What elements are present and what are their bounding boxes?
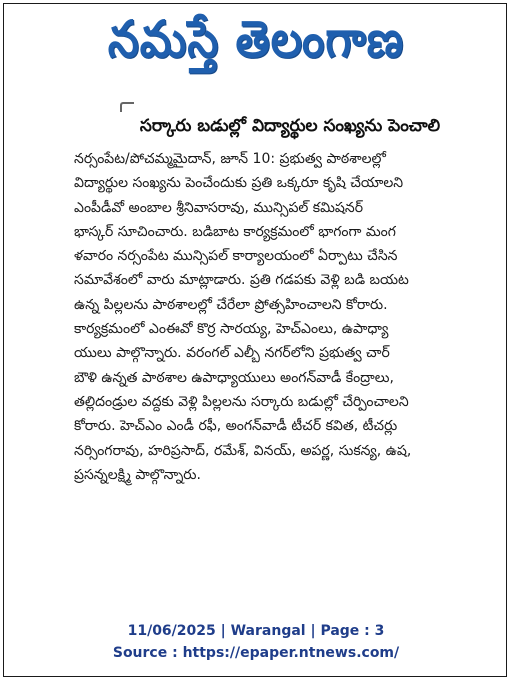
footer-source: Source : https://epaper.ntnews.com/: [112, 645, 400, 661]
page-frame: [3, 3, 507, 677]
article-headline: సర్కారు బడుల్లో విద్యార్థుల సంఖ్యను పెంచాలి: [139, 116, 441, 136]
article-line: నర్సింగరావు, హరిప్రసాద్, రమేశ్, వినయ్, అపర్ణ, సుకన్య, ఉష,: [74, 442, 412, 459]
clipping-corner-mark: [120, 102, 134, 112]
masthead-logo: నమస్తే తెలంగాణ: [107, 10, 405, 69]
article-line: ళవారం నర్సంపేట మున్సిపల్ కార్యాలయంలో ఏర్పాటు చేసిన: [74, 248, 398, 265]
masthead: [4, 4, 508, 88]
article-line: బౌళి ఉన్నత పాఠశాల ఉపాధ్యాయులు అంగన్‌వాడీ కేంద్రాలు,: [74, 369, 394, 386]
article-line: ఎంపీడీవో అంబాల శ్రీనివాసరావు, మున్సిపల్ కమిషనర్: [74, 199, 364, 216]
article-line: నర్సంపేట/పోచమ్మమైదాన్, జూన్ 10: ప్రభుత్వ పాఠశాలల్లో: [74, 151, 386, 167]
article-line: తల్లిదండ్రుల వద్దకు వెళ్లి పిల్లలను సర్కారు బడుల్లో చేర్పించాలని: [74, 393, 409, 410]
article-line: విద్యార్థుల సంఖ్యను పెంచేందుకు ప్రతి ఒక్కరూ కృషి చేయాలని: [74, 175, 404, 192]
article-line: ప్రసన్నలక్ష్మి పాల్గొన్నారు.: [74, 466, 201, 483]
article-line: సమావేశంలో వారు మాట్లాడారు. ప్రతి గడపకు వెళ్లి బడి బయట: [74, 272, 409, 289]
footer: [4, 620, 508, 664]
article-line: ఉన్న పిల్లలను పాఠశాలల్లో చేరేలా ప్రోత్సహించాలని కోరారు.: [74, 296, 388, 313]
article-line: భాస్కర్ సూచించారు. బడిబాట కార్యక్రమంలో భాగంగా మంగ: [74, 223, 396, 240]
footer-dateline: 11/06/2025 | Warangal | Page : 3: [127, 623, 385, 639]
article-line: కార్యక్రమంలో ఎంఈవో కొర్ర సారయ్య, హెచ్ఎంలు, ఉపాధ్యా: [74, 321, 389, 338]
article-line: యులు పాల్గొన్నారు. వరంగల్ ఎల్బీ నగర్‌లోని ప్రభుత్వ చార్: [74, 345, 390, 362]
article-body: [74, 147, 506, 487]
article-line: కోరారు. హెచ్ఎం ఎండీ రఫీ, అంగన్‌వాడీ టీచర్ కవిత, టీచర్లు: [74, 418, 398, 435]
